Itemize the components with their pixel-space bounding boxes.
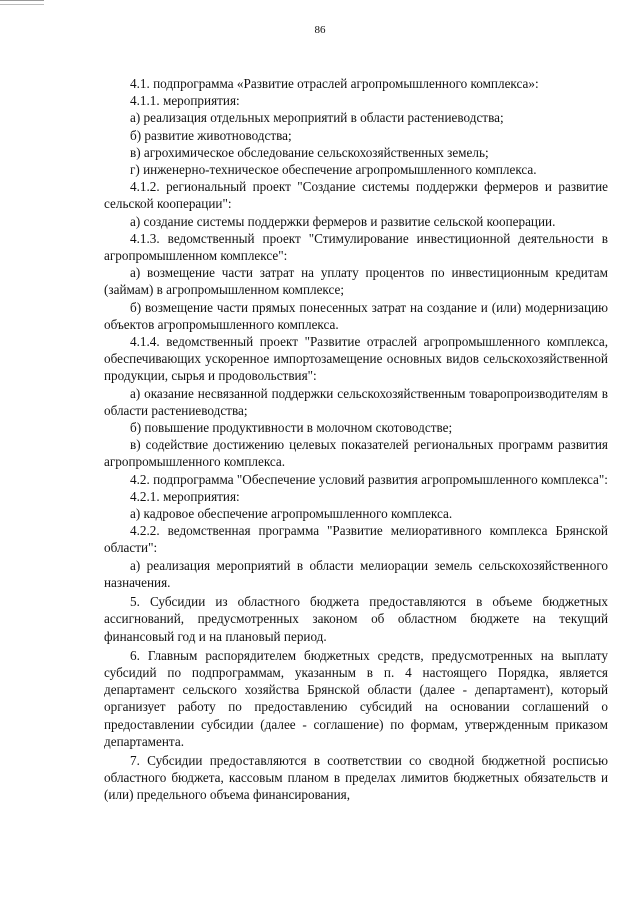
- paragraph: в) агрохимическое обследование сельскохозяйственных земель;: [130, 144, 489, 160]
- paragraph: г) инженерно-техническое обеспечение агропромышленного комплекса.: [130, 162, 537, 178]
- paragraph: а) оказание несвязанной поддержки сельскохозяйственным товаропроизводителям в области растениеводства;: [104, 385, 608, 418]
- paragraph: 4.2. подпрограмма "Обеспечение условий развития агропромышленного комплекса":: [130, 471, 608, 487]
- paragraph: 4.1.2. региональный проект "Создание системы поддержки фермеров и развитие сельской кооперации":: [104, 179, 608, 212]
- paragraph: а) возмещение части затрат на уплату процентов по инвестиционным кредитам (займам) в агропромышленном комплексе;: [104, 265, 608, 298]
- paragraph: а) создание системы поддержки фермеров и развитие сельской кооперации.: [130, 213, 556, 229]
- paragraph: 4.1.1. мероприятия:: [130, 93, 240, 109]
- paragraph: 4.1.4. ведомственный проект "Развитие отраслей агропромышленного комплекса, обеспечивающих ускоренное импортозамещение основных видов сельскохозяйственной продукции, сырья и продовольствия":: [104, 334, 608, 384]
- paragraph: б) повышение продуктивности в молочном скотоводстве;: [130, 420, 453, 436]
- paragraph: в) содействие достижению целевых показателей региональных программ развития агропромышленного комплекса.: [104, 437, 608, 470]
- paragraph: 7. Субсидии предоставляются в соответствии со сводной бюджетной росписью областного бюджета, кассовым планом в пределах лимитов бюджетных обязательств и (или) предельного объема финансирования,: [104, 752, 608, 803]
- paragraph: б) возмещение части прямых понесенных затрат на создание и (или) модернизацию объектов агропромышленного комплекса.: [104, 299, 608, 332]
- paragraph: 6. Главным распорядителем бюджетных средств, предусмотренных на выплату субсидий по подпрограммам, указанным в п. 4 настоящего Порядка, является департамент сельского хозяйства Брянской области (далее - департамент), который организует работу по предоставлению субсидий на основании соглашений о предоставлении субсидии (далее - соглашение) по формам, утвержденным приказом департамента.: [104, 647, 608, 749]
- scan-artifact: [0, 0, 44, 5]
- paragraph: 4.2.2. ведомственная программа "Развитие мелиоративного комплекса Брянской области":: [104, 523, 608, 556]
- paragraph: 4.1. подпрограмма «Развитие отраслей агропромышленного комплекса»:: [130, 76, 539, 91]
- page-number: 86: [314, 24, 326, 36]
- paragraph: 4.2.1. мероприятия:: [130, 488, 240, 504]
- paragraph: 5. Субсидии из областного бюджета предоставляются в объеме бюджетных ассигнований, предусмотренных законом об областном бюджете на текущий финансовый год и на плановый период.: [104, 594, 608, 644]
- document-body: [104, 75, 608, 804]
- paragraph: б) развитие животноводства;: [130, 127, 292, 143]
- paragraph: а) реализация мероприятий в области мелиорации земель сельскохозяйственного назначения.: [104, 557, 608, 590]
- paragraph: а) реализация отдельных мероприятий в области растениеводства;: [130, 110, 504, 126]
- paragraph: 4.1.3. ведомственный проект "Стимулирование инвестиционной деятельности в агропромышленном комплексе":: [104, 230, 608, 264]
- paragraph: а) кадровое обеспечение агропромышленного комплекса.: [130, 506, 453, 522]
